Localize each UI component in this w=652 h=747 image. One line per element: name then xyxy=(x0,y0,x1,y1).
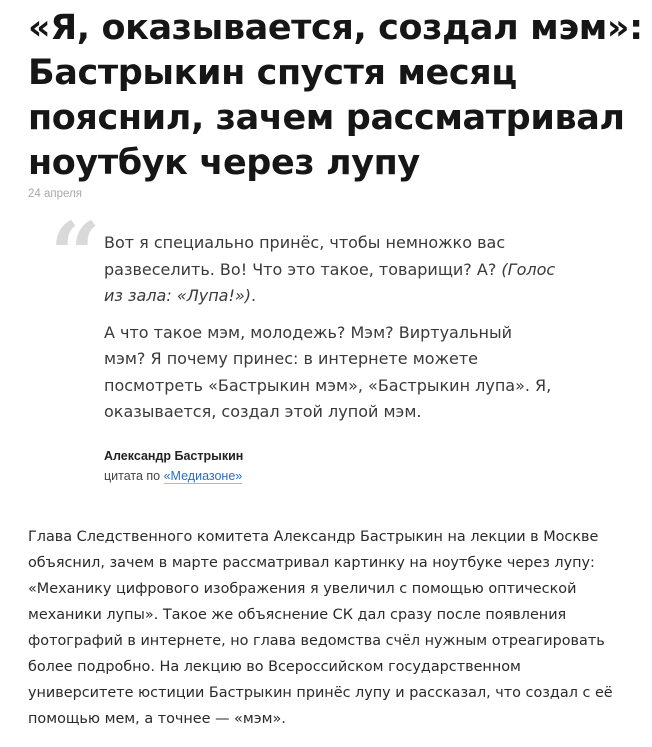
body-line: фотографий в интернете, но глава ведомства счёл нужным отреагировать xyxy=(28,633,605,649)
headline-line: Бастрыкин спустя месяц xyxy=(28,53,517,93)
quote-source-link[interactable]: «Медиазоне» xyxy=(163,469,243,483)
publish-date: 24 апреля xyxy=(28,188,82,200)
article-body xyxy=(28,524,643,732)
quote-line: посмотреть «Бастрыкин мэм», «Бастрыкин лупа». Я, xyxy=(104,375,552,395)
article-headline xyxy=(28,6,643,186)
quote-remark: (Голос xyxy=(501,259,556,279)
quote-line: оказывается, создал этой лупой мэм. xyxy=(104,402,422,421)
body-line: объяснил, зачем в марте рассматривал картинку на ноутбуке через лупу: xyxy=(28,555,595,571)
quote-source-prefix: цитата по xyxy=(104,469,164,483)
quote-source xyxy=(104,467,242,485)
headline-line: пояснил, зачем рассматривал xyxy=(28,98,625,138)
quote-paragraph xyxy=(104,320,624,426)
quote-text: развеселить. Во! Что это такое, товарищи? А? xyxy=(104,259,502,279)
quote-mark-icon: “ xyxy=(50,202,101,306)
quote-line xyxy=(104,283,624,310)
blockquote xyxy=(104,230,624,426)
headline-line: ноутбук через лупу xyxy=(28,143,420,183)
body-line: Глава Следственного комитета Александр Бастрыкин на лекции в Москве xyxy=(28,529,599,545)
quote-author: Александр Бастрыкин xyxy=(104,449,244,463)
quote-line: Вот я специально принёс, чтобы немножко вас xyxy=(104,233,506,252)
quote-paragraph xyxy=(104,230,624,310)
body-line: университете юстиции Бастрыкин принёс лупу и рассказал, что создал с её xyxy=(28,685,613,701)
body-line: помощью мем, а точнее — «мэм». xyxy=(28,711,286,727)
quote-text: . xyxy=(250,286,257,305)
body-line: более подробно. На лекцию во Всероссийском государственном xyxy=(28,659,521,675)
headline-line: «Я, оказывается, создал мэм»: xyxy=(28,8,643,48)
quote-remark: из зала: «Лупа!») xyxy=(104,286,251,305)
quote-line xyxy=(104,257,624,284)
body-line: механики лупы». Такое же объяснение СК дал сразу после появления xyxy=(28,607,567,623)
quote-line: А что такое мэм, молодежь? Мэм? Виртуальный xyxy=(104,322,512,342)
quote-line: мэм? Я почему принес: в интернете можете xyxy=(104,349,478,368)
body-line: «Механику цифрового изображения я увеличил с помощью оптической xyxy=(28,581,577,597)
